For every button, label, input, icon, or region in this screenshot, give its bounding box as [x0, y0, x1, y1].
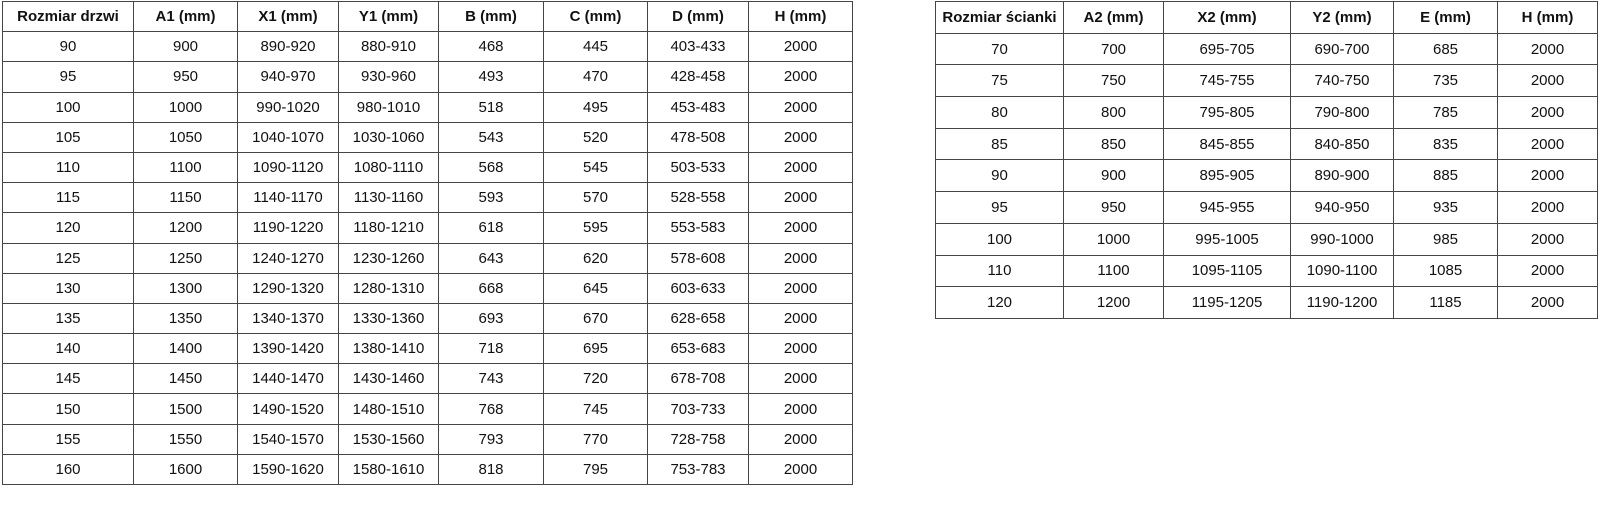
table-cell: 720: [544, 364, 648, 394]
table-cell: 1330-1360: [339, 303, 439, 333]
table-cell: 495: [544, 92, 648, 122]
table-cell: 985: [1394, 223, 1498, 255]
door-dimensions-table: [2, 1, 853, 485]
table-cell: 793: [439, 424, 544, 454]
table-cell: 950: [1064, 192, 1164, 224]
table-row: [3, 454, 853, 484]
table-cell: 493: [439, 62, 544, 92]
table-row: [3, 273, 853, 303]
table-row: [936, 160, 1598, 192]
header-cell: X1 (mm): [238, 2, 339, 32]
table-cell: 2000: [749, 303, 853, 333]
table-cell: 2000: [749, 424, 853, 454]
table-cell: 2000: [749, 213, 853, 243]
table-cell: 695: [544, 334, 648, 364]
table-cell: 1095-1105: [1164, 255, 1291, 287]
header-cell: D (mm): [648, 2, 749, 32]
table-row: [3, 92, 853, 122]
table-cell: 990-1000: [1291, 223, 1394, 255]
table-cell: 643: [439, 243, 544, 273]
table-cell: 1500: [134, 394, 238, 424]
table-cell: 1180-1210: [339, 213, 439, 243]
table-cell: 930-960: [339, 62, 439, 92]
table-cell: 1550: [134, 424, 238, 454]
table-row: [3, 152, 853, 182]
header-cell: H (mm): [1498, 2, 1598, 34]
table-cell: 90: [936, 160, 1064, 192]
table-row: [936, 65, 1598, 97]
table-cell: 520: [544, 122, 648, 152]
header-row: [3, 2, 853, 32]
table-cell: 2000: [1498, 33, 1598, 65]
table-cell: 940-970: [238, 62, 339, 92]
table-cell: 2000: [749, 152, 853, 182]
table-cell: 670: [544, 303, 648, 333]
table-row: [3, 213, 853, 243]
table-cell: 95: [3, 62, 134, 92]
table-cell: 568: [439, 152, 544, 182]
header-cell: Rozmiar ścianki: [936, 2, 1064, 34]
table-row: [3, 334, 853, 364]
table-cell: 593: [439, 183, 544, 213]
header-cell: A2 (mm): [1064, 2, 1164, 34]
table-cell: 1230-1260: [339, 243, 439, 273]
header-cell: Y1 (mm): [339, 2, 439, 32]
table-cell: 900: [1064, 160, 1164, 192]
table-cell: 1000: [134, 92, 238, 122]
table-cell: 618: [439, 213, 544, 243]
table-cell: 1480-1510: [339, 394, 439, 424]
table-cell: 685: [1394, 33, 1498, 65]
table-cell: 1380-1410: [339, 334, 439, 364]
table-cell: 2000: [749, 62, 853, 92]
table-cell: 800: [1064, 97, 1164, 129]
table-cell: 110: [936, 255, 1064, 287]
table-cell: 2000: [749, 243, 853, 273]
table-cell: 155: [3, 424, 134, 454]
table-cell: 428-458: [648, 62, 749, 92]
table-cell: 1390-1420: [238, 334, 339, 364]
header-cell: Rozmiar drzwi: [3, 2, 134, 32]
table-cell: 1490-1520: [238, 394, 339, 424]
table-cell: 2000: [749, 183, 853, 213]
table-cell: 470: [544, 62, 648, 92]
table-cell: 528-558: [648, 183, 749, 213]
table-cell: 1200: [1064, 287, 1164, 319]
table-cell: 690-700: [1291, 33, 1394, 65]
table-cell: 1040-1070: [238, 122, 339, 152]
header-cell: B (mm): [439, 2, 544, 32]
table-row: [936, 33, 1598, 65]
table-cell: 1450: [134, 364, 238, 394]
table-cell: 880-910: [339, 32, 439, 62]
table-cell: 700: [1064, 33, 1164, 65]
table-cell: 125: [3, 243, 134, 273]
header-cell: C (mm): [544, 2, 648, 32]
table-cell: 900: [134, 32, 238, 62]
table-cell: 745-755: [1164, 65, 1291, 97]
table-cell: 545: [544, 152, 648, 182]
table-cell: 453-483: [648, 92, 749, 122]
header-cell: A1 (mm): [134, 2, 238, 32]
table-cell: 990-1020: [238, 92, 339, 122]
table-cell: 2000: [749, 32, 853, 62]
table-row: [936, 223, 1598, 255]
table-cell: 570: [544, 183, 648, 213]
table-cell: 740-750: [1291, 65, 1394, 97]
table-cell: 668: [439, 273, 544, 303]
table-cell: 150: [3, 394, 134, 424]
table-cell: 2000: [1498, 192, 1598, 224]
table-cell: 790-800: [1291, 97, 1394, 129]
table-cell: 1050: [134, 122, 238, 152]
table-cell: 1530-1560: [339, 424, 439, 454]
table-row: [936, 255, 1598, 287]
table-cell: 945-955: [1164, 192, 1291, 224]
table-cell: 850: [1064, 128, 1164, 160]
table-cell: 85: [936, 128, 1064, 160]
table-cell: 603-633: [648, 273, 749, 303]
table-cell: 745: [544, 394, 648, 424]
table-cell: 1140-1170: [238, 183, 339, 213]
table-row: [3, 243, 853, 273]
table-cell: 543: [439, 122, 544, 152]
table-cell: 645: [544, 273, 648, 303]
table-cell: 895-905: [1164, 160, 1291, 192]
table-cell: 1290-1320: [238, 273, 339, 303]
table-row: [3, 303, 853, 333]
table-row: [3, 183, 853, 213]
table-cell: 1430-1460: [339, 364, 439, 394]
table-cell: 2000: [749, 334, 853, 364]
table-cell: 1580-1610: [339, 454, 439, 484]
table-cell: 1250: [134, 243, 238, 273]
table-cell: 1090-1120: [238, 152, 339, 182]
table-cell: 2000: [1498, 97, 1598, 129]
table-cell: 120: [3, 213, 134, 243]
table-cell: 2000: [749, 394, 853, 424]
table-cell: 2000: [1498, 223, 1598, 255]
table-cell: 478-508: [648, 122, 749, 152]
table-cell: 995-1005: [1164, 223, 1291, 255]
table-cell: 70: [936, 33, 1064, 65]
table-row: [3, 394, 853, 424]
table-cell: 1150: [134, 183, 238, 213]
table-cell: 1240-1270: [238, 243, 339, 273]
table-cell: 100: [3, 92, 134, 122]
table-cell: 1280-1310: [339, 273, 439, 303]
table-cell: 445: [544, 32, 648, 62]
table-cell: 753-783: [648, 454, 749, 484]
table-cell: 403-433: [648, 32, 749, 62]
table-cell: 1100: [134, 152, 238, 182]
table-cell: 2000: [1498, 128, 1598, 160]
table-cell: 75: [936, 65, 1064, 97]
table-cell: 2000: [749, 364, 853, 394]
table-cell: 1100: [1064, 255, 1164, 287]
table-cell: 1030-1060: [339, 122, 439, 152]
data-table: [2, 1, 853, 485]
table-cell: 890-920: [238, 32, 339, 62]
table-cell: 130: [3, 273, 134, 303]
header-cell: E (mm): [1394, 2, 1498, 34]
table-cell: 1195-1205: [1164, 287, 1291, 319]
header-cell: Y2 (mm): [1291, 2, 1394, 34]
table-cell: 743: [439, 364, 544, 394]
table-cell: 1090-1100: [1291, 255, 1394, 287]
table-row: [3, 122, 853, 152]
table-cell: 2000: [1498, 65, 1598, 97]
table-cell: 950: [134, 62, 238, 92]
table-cell: 2000: [749, 122, 853, 152]
table-cell: 2000: [1498, 255, 1598, 287]
table-cell: 90: [3, 32, 134, 62]
table-cell: 1600: [134, 454, 238, 484]
table-row: [3, 62, 853, 92]
table-cell: 768: [439, 394, 544, 424]
table-row: [3, 32, 853, 62]
table-row: [3, 424, 853, 454]
table-cell: 728-758: [648, 424, 749, 454]
data-table: [935, 1, 1598, 319]
table-cell: 980-1010: [339, 92, 439, 122]
table-cell: 140: [3, 334, 134, 364]
table-cell: 845-855: [1164, 128, 1291, 160]
table-cell: 2000: [749, 454, 853, 484]
wall-panel-dimensions-table: [935, 1, 1598, 319]
table-cell: 1085: [1394, 255, 1498, 287]
table-cell: 1000: [1064, 223, 1164, 255]
table-cell: 885: [1394, 160, 1498, 192]
table-cell: 1440-1470: [238, 364, 339, 394]
table-cell: 935: [1394, 192, 1498, 224]
table-cell: 503-533: [648, 152, 749, 182]
table-cell: 2000: [1498, 160, 1598, 192]
table-cell: 105: [3, 122, 134, 152]
header-cell: H (mm): [749, 2, 853, 32]
table-cell: 735: [1394, 65, 1498, 97]
table-cell: 115: [3, 183, 134, 213]
table-cell: 1590-1620: [238, 454, 339, 484]
table-cell: 840-850: [1291, 128, 1394, 160]
table-cell: 750: [1064, 65, 1164, 97]
table-row: [3, 364, 853, 394]
table-cell: 110: [3, 152, 134, 182]
table-cell: 890-900: [1291, 160, 1394, 192]
table-cell: 1400: [134, 334, 238, 364]
table-cell: 1350: [134, 303, 238, 333]
table-cell: 2000: [1498, 287, 1598, 319]
table-cell: 95: [936, 192, 1064, 224]
table-cell: 795-805: [1164, 97, 1291, 129]
header-row: [936, 2, 1598, 34]
table-row: [936, 192, 1598, 224]
table-cell: 1200: [134, 213, 238, 243]
table-cell: 653-683: [648, 334, 749, 364]
table-cell: 2000: [749, 273, 853, 303]
table-cell: 578-608: [648, 243, 749, 273]
table-cell: 595: [544, 213, 648, 243]
table-cell: 785: [1394, 97, 1498, 129]
table-cell: 693: [439, 303, 544, 333]
header-cell: X2 (mm): [1164, 2, 1291, 34]
table-cell: 160: [3, 454, 134, 484]
table-cell: 468: [439, 32, 544, 62]
table-cell: 620: [544, 243, 648, 273]
table-cell: 1130-1160: [339, 183, 439, 213]
table-cell: 718: [439, 334, 544, 364]
table-cell: 818: [439, 454, 544, 484]
table-cell: 1190-1200: [1291, 287, 1394, 319]
table-cell: 695-705: [1164, 33, 1291, 65]
table-cell: 940-950: [1291, 192, 1394, 224]
table-cell: 1080-1110: [339, 152, 439, 182]
table-row: [936, 97, 1598, 129]
table-cell: 1540-1570: [238, 424, 339, 454]
table-cell: 1185: [1394, 287, 1498, 319]
table-cell: 145: [3, 364, 134, 394]
table-cell: 1340-1370: [238, 303, 339, 333]
table-cell: 120: [936, 287, 1064, 319]
table-cell: 703-733: [648, 394, 749, 424]
table-cell: 2000: [749, 92, 853, 122]
table-row: [936, 128, 1598, 160]
table-cell: 518: [439, 92, 544, 122]
table-cell: 770: [544, 424, 648, 454]
table-cell: 628-658: [648, 303, 749, 333]
table-cell: 135: [3, 303, 134, 333]
table-cell: 1190-1220: [238, 213, 339, 243]
table-cell: 100: [936, 223, 1064, 255]
table-cell: 835: [1394, 128, 1498, 160]
table-row: [936, 287, 1598, 319]
table-cell: 80: [936, 97, 1064, 129]
table-cell: 678-708: [648, 364, 749, 394]
table-cell: 795: [544, 454, 648, 484]
table-cell: 1300: [134, 273, 238, 303]
table-cell: 553-583: [648, 213, 749, 243]
